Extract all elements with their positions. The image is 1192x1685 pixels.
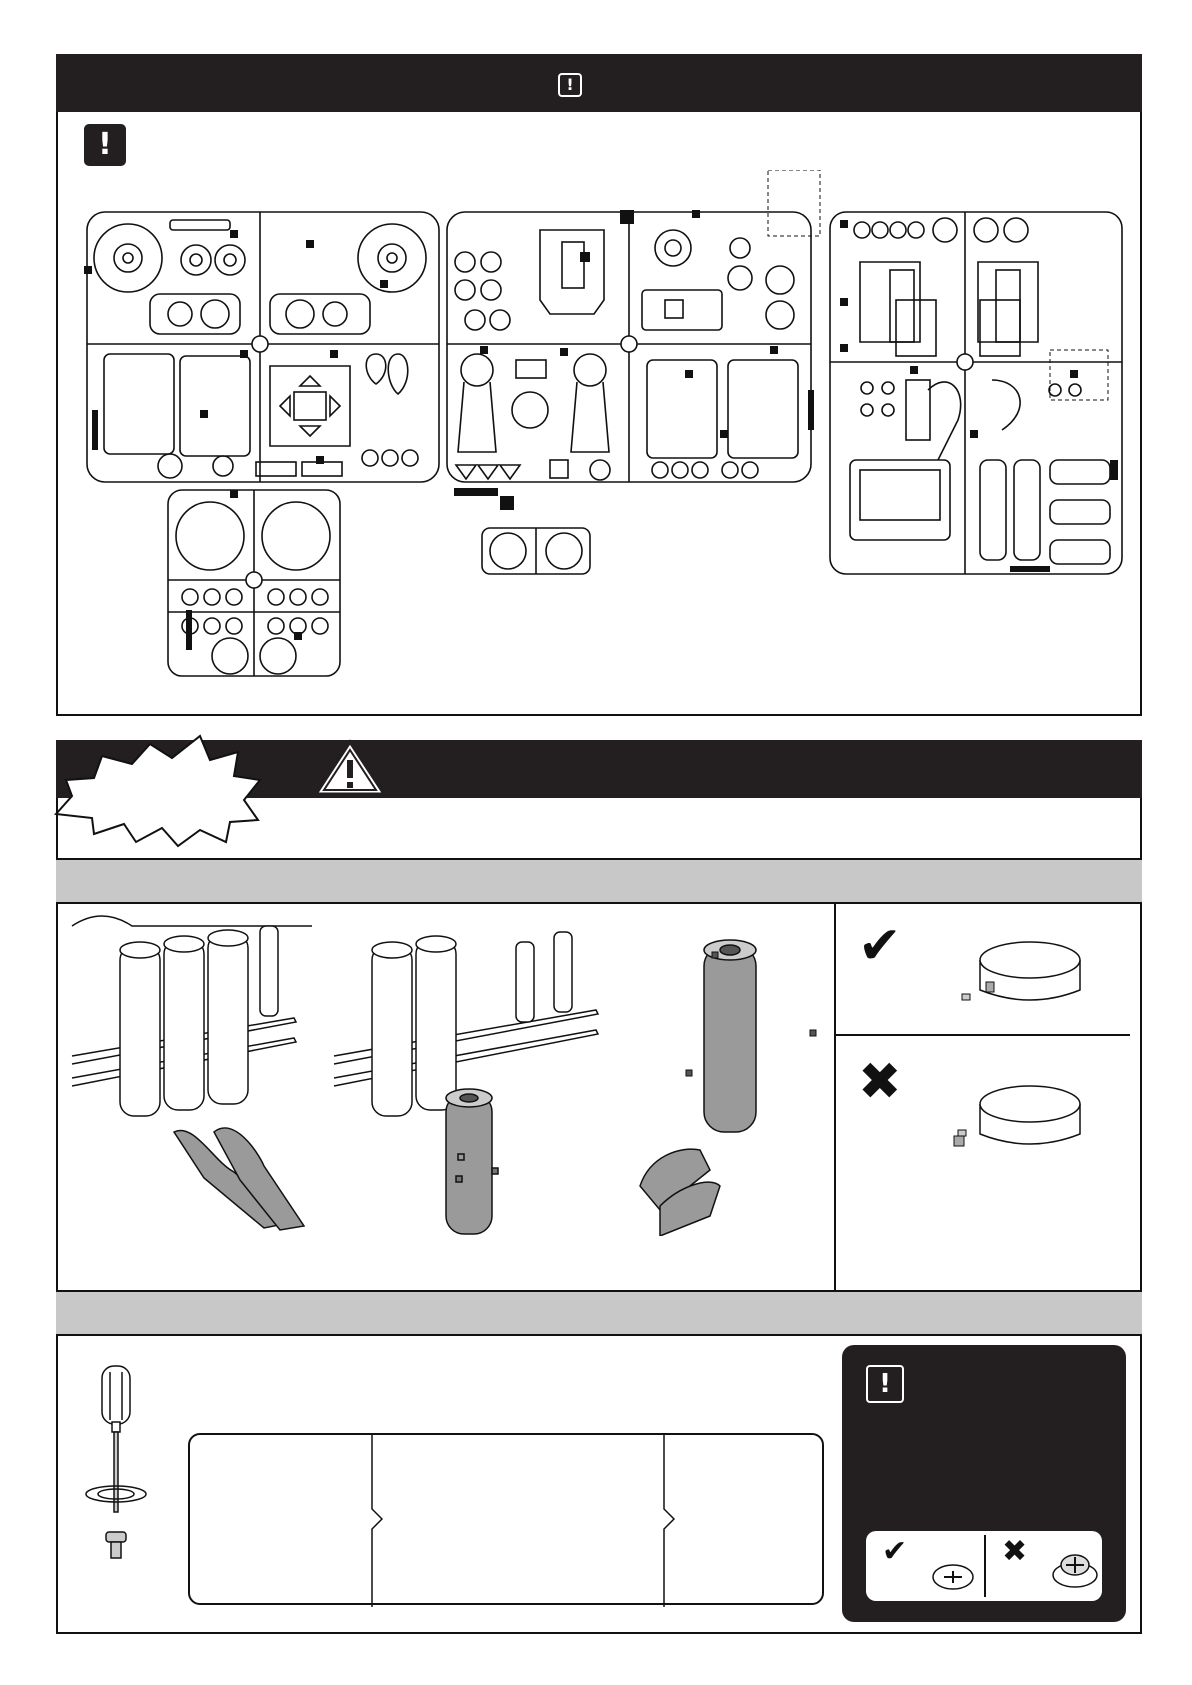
starburst-badge xyxy=(32,730,268,848)
header-exclamation-icon: ! xyxy=(558,73,582,97)
screw-wrong-cross-icon: ✖ xyxy=(1002,1534,1028,1569)
screw-wrong-illustration xyxy=(1050,1545,1100,1595)
parts-sprues-illustration xyxy=(80,170,1140,710)
screw-note-box xyxy=(842,1345,1126,1622)
cutting-step-1-illustration xyxy=(64,906,320,1236)
cutting-step-3-illustration xyxy=(626,906,830,1236)
parts-header-bar xyxy=(56,54,1142,112)
warning-triangle-icon xyxy=(312,738,388,798)
screwdriver-illustration xyxy=(76,1362,166,1582)
screw-steps-dividers xyxy=(190,1435,826,1607)
cut-correct-checkmark-icon: ✔ xyxy=(858,916,902,976)
screw-comparison xyxy=(866,1531,1102,1601)
caution-exclamation-icon: ! xyxy=(84,124,126,166)
cut-wrong-cross-icon: ✖ xyxy=(858,1052,902,1112)
cutting-step-2-illustration xyxy=(326,906,626,1236)
divider xyxy=(984,1535,986,1597)
divider xyxy=(834,904,836,1290)
note-exclamation-icon: ! xyxy=(866,1365,904,1403)
divider xyxy=(836,1034,1130,1036)
cutting-section-header xyxy=(56,858,1142,904)
screw-correct-checkmark-icon: ✔ xyxy=(882,1534,908,1569)
cut-correct-illustration xyxy=(950,930,1090,1016)
screw-correct-illustration xyxy=(930,1553,976,1593)
screw-steps-box xyxy=(188,1433,824,1605)
screw-section-header xyxy=(56,1290,1142,1336)
cut-wrong-illustration xyxy=(936,1074,1096,1170)
